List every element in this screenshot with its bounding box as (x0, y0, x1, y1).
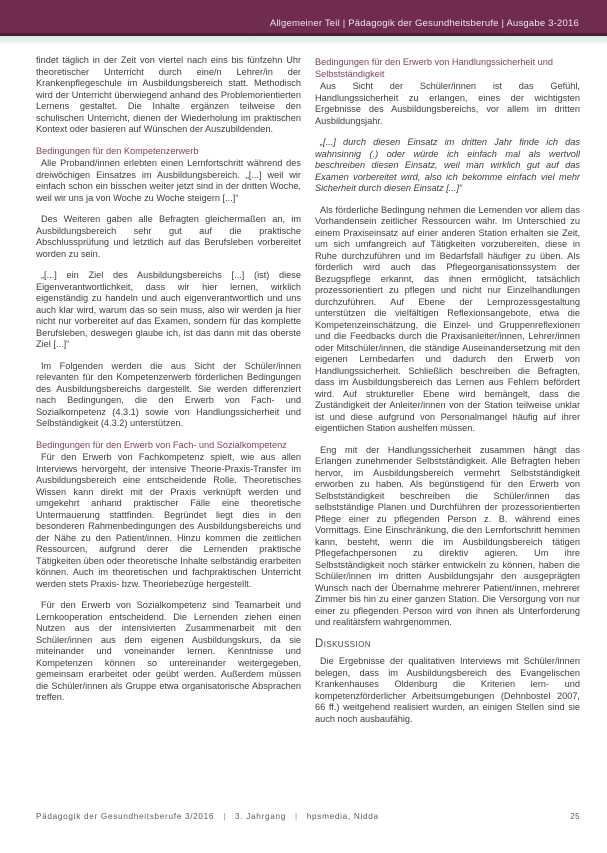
paragraph: Für den Erwerb von Sozialkompetenz sind Teamarbeit und Lernkooperation entscheidend. Die Lernenden ziehen einen Nutzen aus der intensivierten Zusammenarbeit mit den Schüler/innen aus dem eigenen Ausbildungskurs, da sie miteinander und voneinander lernen. Kenntnisse und Kompetenzen können so untereinander weitergegeben, gemeinsam erarbeitet oder geübt werden. Außerdem müssen die Schüler/innen als Gruppe etwa organisatorische Absprachen treffen. (36, 600, 301, 702)
paragraph: Aus Sicht der Schüler/innen ist das Gefühl, Handlungssicherheit zu erlangen, eines der wichtigsten Ergebnisse des Ausbildungsbereichs, vor allem im dritten Ausbildungsjahr. (315, 81, 580, 126)
footer-publisher: hpsmedia, Nidda (306, 812, 379, 821)
quote-paragraph: „[...] ein Ziel des Ausbildungsbereichs [...] (ist) diese Eigenverantwortlichkeit, dass wir hier lernen, wirklich eigenständig zu handeln und auch eigenverantwortlich und uns auch klar wird, warum das so sein muss, also wir werden ja hier nicht nur vorbereitet auf das Examen, sondern für das komplette Berufsleben, deswegen glaube ich, ist das dann mit das oberste Ziel [...]“ (36, 270, 301, 349)
footer (36, 812, 580, 821)
footer-separator: | (294, 812, 298, 821)
section-heading: Diskussion (315, 637, 371, 650)
header-title: Allgemeiner Teil | Pädagogik der Gesundheitsberufe | Ausgabe 3-2016 (269, 18, 579, 29)
right-column (315, 55, 580, 808)
header-fade (0, 36, 607, 46)
footer-volume: 3. Jahrgang (235, 812, 286, 821)
sub-heading: Bedingungen für den Kompetenzerwerb (36, 145, 199, 156)
paragraph: findet täglich in der Zeit von viertel nach eins bis fünfzehn Uhr theoretischer Unterricht durch eine/n Lehrer/in der Krankenpflegeschule im Ausbildungsbereich statt. Methodisch wird der Unterricht überwiegend anhand des Problemorientierten Lernens gestaltet. Die Inhalte ergänzen teilweise den schulischen Unterricht, dienen der Wiederholung im praktischen Kontext oder basieren auf Wünschen der Auszubildenden. (36, 55, 301, 134)
paragraph: Für den Erwerb von Fachkompetenz spielt, wie aus allen Interviews hervorgeht, der intensive Theorie-Praxis-Transfer im Ausbildungsbereich eine entscheidende Rolle. Theoretisches Wissen kann direkt mit der Praxis verknüpft werden und umgekehrt anhand praktischer Fälle eine theoretische Untermauerung stattfinden. Begründet liegt dies in den besonderen Rahmenbedingungen des Ausbildungsbereichs und der Nähe zu den Patient/innen. Hinzu kommen die zeitlichen Ressourcen, aufgrund derer die Lernenden praktische Tätigkeiten üben oder theoretische Inhalte selbständig erarbeiten können. Auch im theoretischen und fachpraktischen Unterricht werden stets Praxis- bzw. Theoriebezüge hergestellt. (36, 452, 301, 589)
footer-separator: | (223, 812, 227, 821)
paragraph: Eng mit der Handlungssicherheit zusammen hängt das Erlangen zunehmender Selbstständigkeit. Alle Befragten heben hervor, im Ausbildungsbereich vermehrt Selbstständigkeit erworben zu haben. Als begünstigend für den Erwerb von Selbstständigkeit beschreiben die Schüler/innen das selbstständige Planen und Durchführen der prozessorientierten Pflege einer zu pflegenden Person z. B. während eines Vormittags. Eine Einschränkung, die den Lernfortschritt hemmen kann, besteht, wenn die im Ausbildungsbereich tätigen Pflegefachpersonen zu direktiv agieren. Um ihre Selbstständigkeit noch stärker entwickeln zu können, haben die Schüler/innen im dritten Ausbildungsjahr den ausgeprägten Wunsch nach der Übernahme mehrerer Patient/innen, mehrerer Zimmer bis hin zu einer ganzen Station. Die Versorgung von nur einer zu pflegenden Person wird von ihnen als Unterforderung und realitätsfern wahrgenommen. (315, 444, 580, 627)
sub-heading: Bedingungen für den Erwerb von Fach- und Sozialkompetenz (36, 439, 287, 450)
header-bar (0, 0, 607, 33)
footer-imprint (36, 812, 379, 821)
sub-heading: Bedingungen für den Erwerb von Handlungssicherheit und Selbstständigkeit (315, 57, 554, 79)
paragraph: Des Weiteren gaben alle Befragten gleichermaßen an, im Ausbildungsbereich sehr gut auf die praktische Abschlussprüfung und letztlich auf das Berufsleben vorbereitet worden zu sein. (36, 214, 301, 259)
paragraph: Als förderliche Bedingung nehmen die Lernenden vor allem das Vorhandensein zeitlicher Ressourcen wahr. Im Unterschied zu einem Praxiseinsatz auf einer anderen Station erhalten sie Zeit, um sich umfangreich auf Tätigkeiten vorzubereiten, diese in Ruhe durchzuführen und im Bedarfsfall häufiger zu üben. Als förderlich wird auch das Pflegeorganisationssystem der Bezugspflege erkannt, das ihnen ermöglicht, tatsächlich prozessorientiert zu pflegen und nicht nur Einzelhandlungen durchzuführen. Auf Ebene der Lernprozessgestaltung unterstützen die vielfältigen Reflexionsangebote, etwa die Kompetenzeinschätzung, die Einzel- und Gruppenreflexionen und die Feedbacks durch die Praxisanleiter/innen, Lehrer/innen oder Mitschüler/innen, die ständige Auseinandersetzung mit den eigenen Lernbedarfen und dadurch den Erwerb von Handlungssicherheit. Schließlich beschreiben die Befragten, dass im Ausbildungsbereich das Lernen aus Fehlern befördert wird. Auf struktureller Ebene wird bemängelt, dass die Zuständigkeit der Anleiter/innen von der Station teilweise unklar ist und diese aufgrund von Personalmangel häufig auf ihrer eigentlichen Station aushelfen müssen. (315, 204, 580, 433)
footer-journal-title: Pädagogik der Gesundheitsberufe 3/2016 (36, 812, 215, 821)
paragraph: Alle Proband/innen erlebten einen Lernfortschritt während des dreiwöchigen Einsatzes im Ausbildungsbereich. „[...] weil wir einfach schon ein bisschen weiter jetzt sind in der dritten Woche, weil wir uns ja von Woche zu Woche steigern [...]“ (36, 158, 301, 203)
paragraph: Die Ergebnisse der qualitativen Interviews mit Schüler/innen belegen, dass im Ausbildungsbereich des Evangelischen Krankenhauses Oldenburg die Kriterien lern- und kompetenzförderlicher Arbeitsumgebungen (Dehnbostel 2007, 66 ff.) weitgehend realisiert wurden, an einigen Stellen sind sie auch noch ausbaufähig. (315, 656, 580, 724)
quote-paragraph: „[...] durch diesen Einsatz im dritten Jahr finde ich das wahnsinnig (.) oder würde ich einfach mal als wertvoll beschreiben diesen Einsatz, weil man wirklich gut auf das Examen vorbereitet wird, also ich bekomme einfach viel mehr Sicherheit durch diesen Einsatz [...]“ (315, 137, 580, 193)
paragraph: Im Folgenden werden die aus Sicht der Schüler/innen relevanten für den Kompetenzerwerb förderlichen Bedingungen des Ausbildungsbereichs dargestellt. Sie werden differenziert nach Bedingungen, die den Erwerb von Fach- und Sozialkompetenz (4.3.1) sowie von Handlungssicherheit und Selbständigkeit (4.3.2) unterstützen. (36, 360, 301, 428)
left-column (36, 55, 301, 808)
page-number: 25 (570, 812, 580, 821)
text-columns (36, 55, 580, 808)
